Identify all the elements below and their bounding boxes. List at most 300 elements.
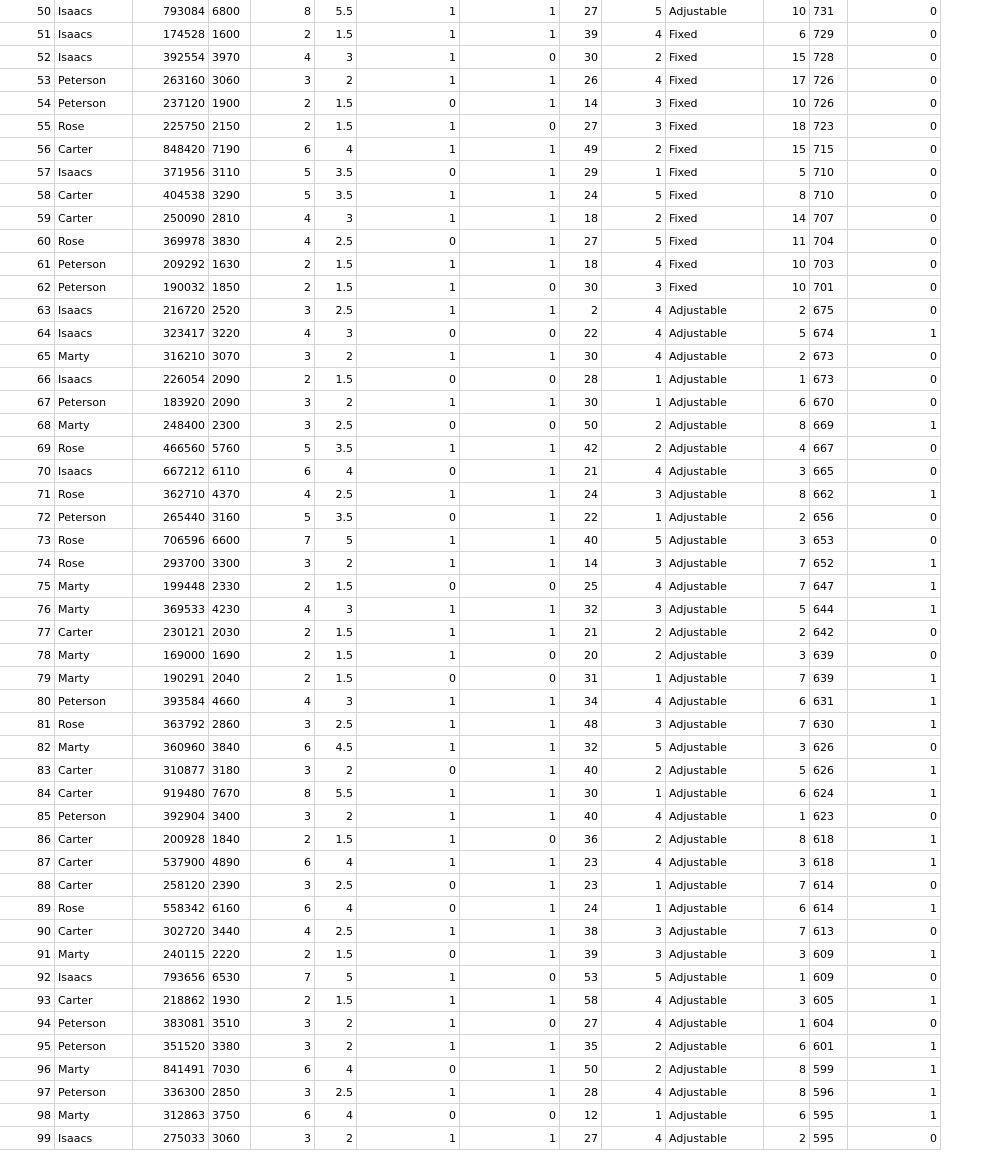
grid-cell[interactable]: Fixed (666, 115, 764, 138)
row-number-cell[interactable]: 65 (0, 345, 55, 368)
grid-cell[interactable]: 4 (251, 230, 315, 253)
grid-cell[interactable]: 3110 (209, 161, 251, 184)
grid-cell[interactable]: 1.5 (315, 253, 357, 276)
grid-cell[interactable]: 30 (560, 345, 602, 368)
grid-cell[interactable]: 2 (251, 92, 315, 115)
grid-cell[interactable]: 0 (848, 644, 941, 667)
grid-cell[interactable]: 1 (357, 23, 460, 46)
grid-cell[interactable]: 3 (602, 598, 666, 621)
grid-cell[interactable]: 1 (357, 782, 460, 805)
grid-cell[interactable]: Adjustable (666, 782, 764, 805)
grid-cell[interactable]: 1 (848, 1058, 941, 1081)
grid-cell[interactable]: 2.5 (315, 299, 357, 322)
grid-cell[interactable]: 2330 (209, 575, 251, 598)
grid-cell[interactable]: 2 (315, 345, 357, 368)
grid-cell[interactable]: 2090 (209, 391, 251, 414)
grid-cell[interactable]: Rose (55, 713, 133, 736)
grid-cell[interactable]: Carter (55, 782, 133, 805)
grid-cell[interactable]: 6 (251, 1104, 315, 1127)
grid-cell[interactable]: 731 (810, 0, 848, 23)
row-number-cell[interactable]: 66 (0, 368, 55, 391)
grid-cell[interactable]: 5 (315, 966, 357, 989)
grid-cell[interactable]: Fixed (666, 161, 764, 184)
grid-cell[interactable]: Marty (55, 943, 133, 966)
grid-cell[interactable]: 1 (460, 1127, 560, 1150)
grid-cell[interactable]: 1 (460, 230, 560, 253)
grid-cell[interactable]: 1.5 (315, 644, 357, 667)
grid-cell[interactable]: 310877 (133, 759, 209, 782)
grid-cell[interactable]: 1 (357, 138, 460, 161)
grid-cell[interactable]: 48 (560, 713, 602, 736)
grid-cell[interactable]: 23 (560, 851, 602, 874)
row-number-cell[interactable]: 58 (0, 184, 55, 207)
grid-cell[interactable]: 2 (602, 207, 666, 230)
grid-cell[interactable]: 626 (810, 736, 848, 759)
grid-cell[interactable]: 4 (251, 920, 315, 943)
grid-cell[interactable]: 618 (810, 828, 848, 851)
row-number-cell[interactable]: 94 (0, 1012, 55, 1035)
grid-cell[interactable]: 1 (764, 966, 810, 989)
grid-cell[interactable]: 626 (810, 759, 848, 782)
grid-cell[interactable]: 6 (251, 851, 315, 874)
grid-cell[interactable]: 2.5 (315, 920, 357, 943)
grid-cell[interactable]: 27 (560, 0, 602, 23)
row-number-cell[interactable]: 51 (0, 23, 55, 46)
grid-cell[interactable]: Fixed (666, 138, 764, 161)
grid-cell[interactable]: Adjustable (666, 1058, 764, 1081)
grid-cell[interactable]: 3 (315, 46, 357, 69)
grid-cell[interactable]: 1 (848, 943, 941, 966)
grid-cell[interactable]: 0 (357, 1104, 460, 1127)
grid-cell[interactable]: Isaacs (55, 322, 133, 345)
grid-cell[interactable]: 4 (602, 805, 666, 828)
grid-cell[interactable]: 3750 (209, 1104, 251, 1127)
grid-cell[interactable]: 275033 (133, 1127, 209, 1150)
grid-cell[interactable]: 2040 (209, 667, 251, 690)
grid-cell[interactable]: Adjustable (666, 483, 764, 506)
grid-cell[interactable]: 0 (848, 46, 941, 69)
grid-cell[interactable]: 595 (810, 1104, 848, 1127)
grid-cell[interactable]: Adjustable (666, 506, 764, 529)
grid-cell[interactable]: Peterson (55, 805, 133, 828)
grid-cell[interactable]: 7 (764, 667, 810, 690)
grid-cell[interactable]: 0 (357, 322, 460, 345)
grid-cell[interactable]: 0 (357, 575, 460, 598)
grid-cell[interactable]: 263160 (133, 69, 209, 92)
grid-cell[interactable]: 0 (460, 966, 560, 989)
grid-cell[interactable]: 3 (764, 989, 810, 1012)
grid-cell[interactable]: 22 (560, 322, 602, 345)
grid-cell[interactable]: 237120 (133, 92, 209, 115)
grid-cell[interactable]: 1 (460, 460, 560, 483)
grid-cell[interactable]: 1 (460, 92, 560, 115)
grid-cell[interactable]: 614 (810, 874, 848, 897)
grid-cell[interactable]: 4 (602, 1081, 666, 1104)
grid-cell[interactable]: 2 (251, 575, 315, 598)
grid-cell[interactable]: 674 (810, 322, 848, 345)
grid-cell[interactable]: 7 (251, 966, 315, 989)
grid-cell[interactable]: 8 (764, 1058, 810, 1081)
grid-cell[interactable]: 0 (848, 437, 941, 460)
grid-cell[interactable]: 4 (251, 690, 315, 713)
grid-cell[interactable]: 706596 (133, 529, 209, 552)
grid-cell[interactable]: 726 (810, 69, 848, 92)
grid-cell[interactable]: 0 (460, 1012, 560, 1035)
grid-cell[interactable]: 1 (460, 138, 560, 161)
grid-cell[interactable]: 3.5 (315, 506, 357, 529)
grid-cell[interactable]: 3 (251, 1081, 315, 1104)
grid-cell[interactable]: 0 (460, 276, 560, 299)
grid-cell[interactable]: 0 (357, 161, 460, 184)
grid-cell[interactable]: Adjustable (666, 943, 764, 966)
grid-cell[interactable]: 2.5 (315, 414, 357, 437)
grid-cell[interactable]: 7030 (209, 1058, 251, 1081)
grid-cell[interactable]: 3 (315, 690, 357, 713)
grid-cell[interactable]: 3 (602, 552, 666, 575)
grid-cell[interactable]: 14 (560, 552, 602, 575)
grid-cell[interactable]: 17 (764, 69, 810, 92)
grid-cell[interactable]: 1 (848, 782, 941, 805)
grid-cell[interactable]: 5 (764, 322, 810, 345)
grid-cell[interactable]: 793656 (133, 966, 209, 989)
grid-cell[interactable]: 0 (848, 1127, 941, 1150)
grid-cell[interactable]: 3 (251, 805, 315, 828)
grid-cell[interactable]: 2 (602, 46, 666, 69)
grid-cell[interactable]: Carter (55, 184, 133, 207)
grid-cell[interactable]: 40 (560, 529, 602, 552)
grid-cell[interactable]: 2 (251, 23, 315, 46)
grid-cell[interactable]: 1 (460, 1035, 560, 1058)
grid-cell[interactable]: 3 (764, 851, 810, 874)
grid-cell[interactable]: 644 (810, 598, 848, 621)
row-number-cell[interactable]: 76 (0, 598, 55, 621)
grid-cell[interactable]: 4 (251, 46, 315, 69)
grid-cell[interactable]: Peterson (55, 1035, 133, 1058)
grid-cell[interactable]: 225750 (133, 115, 209, 138)
grid-cell[interactable]: 630 (810, 713, 848, 736)
grid-cell[interactable]: 1 (357, 184, 460, 207)
grid-cell[interactable]: 604 (810, 1012, 848, 1035)
grid-cell[interactable]: 2390 (209, 874, 251, 897)
grid-cell[interactable]: 20 (560, 644, 602, 667)
row-number-cell[interactable]: 96 (0, 1058, 55, 1081)
grid-cell[interactable]: 1 (357, 46, 460, 69)
grid-cell[interactable]: 6 (764, 1104, 810, 1127)
grid-cell[interactable]: 2 (251, 828, 315, 851)
grid-cell[interactable]: 1 (357, 115, 460, 138)
grid-cell[interactable]: 0 (848, 621, 941, 644)
grid-cell[interactable]: 7 (764, 920, 810, 943)
row-number-cell[interactable]: 52 (0, 46, 55, 69)
grid-cell[interactable]: 2 (764, 1127, 810, 1150)
grid-cell[interactable]: 1 (357, 966, 460, 989)
grid-cell[interactable]: Adjustable (666, 598, 764, 621)
grid-cell[interactable]: 2 (315, 391, 357, 414)
grid-cell[interactable]: 3.5 (315, 161, 357, 184)
grid-cell[interactable]: 6 (764, 1035, 810, 1058)
grid-cell[interactable]: 302720 (133, 920, 209, 943)
grid-cell[interactable]: 2 (315, 1035, 357, 1058)
grid-cell[interactable]: 4 (315, 897, 357, 920)
grid-cell[interactable]: Rose (55, 437, 133, 460)
grid-cell[interactable]: 0 (848, 368, 941, 391)
grid-cell[interactable]: 3 (764, 736, 810, 759)
grid-cell[interactable]: 0 (460, 115, 560, 138)
grid-cell[interactable]: 240115 (133, 943, 209, 966)
grid-cell[interactable]: 3070 (209, 345, 251, 368)
grid-cell[interactable]: Isaacs (55, 966, 133, 989)
grid-cell[interactable]: 1 (357, 644, 460, 667)
row-number-cell[interactable]: 54 (0, 92, 55, 115)
grid-cell[interactable]: Adjustable (666, 391, 764, 414)
grid-cell[interactable]: 40 (560, 805, 602, 828)
grid-cell[interactable]: 2 (251, 621, 315, 644)
grid-cell[interactable]: Carter (55, 207, 133, 230)
grid-cell[interactable]: 1.5 (315, 115, 357, 138)
grid-cell[interactable]: 1.5 (315, 621, 357, 644)
grid-cell[interactable]: 0 (848, 184, 941, 207)
grid-cell[interactable]: 3 (315, 207, 357, 230)
grid-cell[interactable]: 4 (602, 575, 666, 598)
grid-cell[interactable]: 2.5 (315, 874, 357, 897)
row-number-cell[interactable]: 78 (0, 644, 55, 667)
grid-cell[interactable]: Marty (55, 644, 133, 667)
row-number-cell[interactable]: 81 (0, 713, 55, 736)
grid-cell[interactable]: 1930 (209, 989, 251, 1012)
grid-cell[interactable]: 0 (848, 0, 941, 23)
grid-cell[interactable]: 42 (560, 437, 602, 460)
grid-cell[interactable]: 1 (460, 759, 560, 782)
grid-cell[interactable]: 58 (560, 989, 602, 1012)
grid-cell[interactable]: 0 (460, 575, 560, 598)
grid-cell[interactable]: 2220 (209, 943, 251, 966)
grid-cell[interactable]: 1 (602, 874, 666, 897)
grid-cell[interactable]: 0 (460, 322, 560, 345)
grid-cell[interactable]: 0 (848, 161, 941, 184)
row-number-cell[interactable]: 79 (0, 667, 55, 690)
grid-cell[interactable]: 669 (810, 414, 848, 437)
grid-cell[interactable]: 18 (560, 207, 602, 230)
grid-cell[interactable]: 1850 (209, 276, 251, 299)
grid-cell[interactable]: 14 (764, 207, 810, 230)
grid-cell[interactable]: 0 (848, 920, 941, 943)
grid-cell[interactable]: 4 (602, 690, 666, 713)
grid-cell[interactable]: 0 (848, 874, 941, 897)
grid-cell[interactable]: 1 (357, 437, 460, 460)
grid-cell[interactable]: 1 (460, 69, 560, 92)
grid-cell[interactable]: 2 (560, 299, 602, 322)
grid-cell[interactable]: 614 (810, 897, 848, 920)
grid-cell[interactable]: 1 (357, 690, 460, 713)
grid-cell[interactable]: 18 (560, 253, 602, 276)
grid-cell[interactable]: 2 (315, 1012, 357, 1035)
grid-cell[interactable]: Marty (55, 414, 133, 437)
grid-cell[interactable]: 2 (764, 345, 810, 368)
grid-cell[interactable]: 169000 (133, 644, 209, 667)
grid-cell[interactable]: 21 (560, 460, 602, 483)
row-number-cell[interactable]: 72 (0, 506, 55, 529)
grid-cell[interactable]: 642 (810, 621, 848, 644)
grid-cell[interactable]: 1630 (209, 253, 251, 276)
grid-cell[interactable]: 4 (315, 1104, 357, 1127)
grid-cell[interactable]: 2 (764, 621, 810, 644)
grid-cell[interactable]: 5.5 (315, 0, 357, 23)
grid-cell[interactable]: Adjustable (666, 713, 764, 736)
grid-cell[interactable]: 0 (357, 897, 460, 920)
grid-cell[interactable]: 8 (764, 483, 810, 506)
grid-cell[interactable]: 6 (251, 897, 315, 920)
grid-cell[interactable]: 623 (810, 805, 848, 828)
grid-cell[interactable]: Marty (55, 598, 133, 621)
grid-cell[interactable]: 609 (810, 943, 848, 966)
grid-cell[interactable]: 250090 (133, 207, 209, 230)
grid-cell[interactable]: 38 (560, 920, 602, 943)
grid-cell[interactable]: 1 (357, 851, 460, 874)
grid-cell[interactable]: 704 (810, 230, 848, 253)
row-number-cell[interactable]: 87 (0, 851, 55, 874)
grid-cell[interactable]: Carter (55, 874, 133, 897)
grid-cell[interactable]: 4230 (209, 598, 251, 621)
grid-cell[interactable]: 0 (848, 299, 941, 322)
grid-cell[interactable]: 596 (810, 1081, 848, 1104)
grid-cell[interactable]: 2 (602, 138, 666, 161)
grid-cell[interactable]: 1 (460, 851, 560, 874)
grid-cell[interactable]: 1 (602, 161, 666, 184)
grid-cell[interactable]: 2300 (209, 414, 251, 437)
grid-cell[interactable]: 466560 (133, 437, 209, 460)
row-number-cell[interactable]: 70 (0, 460, 55, 483)
grid-cell[interactable]: 2 (602, 414, 666, 437)
grid-cell[interactable]: 27 (560, 1127, 602, 1150)
grid-cell[interactable]: 1 (357, 1012, 460, 1035)
grid-cell[interactable]: 2520 (209, 299, 251, 322)
grid-cell[interactable]: 26 (560, 69, 602, 92)
grid-cell[interactable]: 3.5 (315, 184, 357, 207)
grid-cell[interactable]: 6800 (209, 0, 251, 23)
grid-cell[interactable]: 0 (848, 1012, 941, 1035)
grid-cell[interactable]: 0 (460, 414, 560, 437)
grid-cell[interactable]: Adjustable (666, 828, 764, 851)
grid-cell[interactable]: 2 (602, 621, 666, 644)
grid-cell[interactable]: 3 (251, 299, 315, 322)
grid-cell[interactable]: 3380 (209, 1035, 251, 1058)
grid-cell[interactable]: Carter (55, 851, 133, 874)
row-number-cell[interactable]: 64 (0, 322, 55, 345)
grid-cell[interactable]: 0 (460, 1104, 560, 1127)
grid-cell[interactable]: 32 (560, 598, 602, 621)
grid-cell[interactable]: Peterson (55, 690, 133, 713)
grid-cell[interactable]: 3 (251, 759, 315, 782)
grid-cell[interactable]: 3300 (209, 552, 251, 575)
grid-cell[interactable]: 5 (602, 0, 666, 23)
grid-cell[interactable]: 1 (357, 1127, 460, 1150)
grid-cell[interactable]: Rose (55, 230, 133, 253)
grid-cell[interactable]: 8 (764, 414, 810, 437)
row-number-cell[interactable]: 80 (0, 690, 55, 713)
grid-cell[interactable]: 4 (251, 207, 315, 230)
grid-cell[interactable]: 7 (764, 575, 810, 598)
grid-cell[interactable]: 24 (560, 897, 602, 920)
grid-cell[interactable]: 1 (460, 1081, 560, 1104)
grid-cell[interactable]: 1 (357, 598, 460, 621)
row-number-cell[interactable]: 93 (0, 989, 55, 1012)
grid-cell[interactable]: 3400 (209, 805, 251, 828)
grid-cell[interactable]: 1 (460, 989, 560, 1012)
grid-cell[interactable]: 4 (602, 322, 666, 345)
grid-cell[interactable]: 2 (602, 437, 666, 460)
grid-cell[interactable]: 0 (357, 506, 460, 529)
grid-cell[interactable]: 4 (602, 1127, 666, 1150)
grid-cell[interactable]: 226054 (133, 368, 209, 391)
grid-cell[interactable]: 10 (764, 253, 810, 276)
grid-cell[interactable]: 3060 (209, 69, 251, 92)
grid-cell[interactable]: Adjustable (666, 851, 764, 874)
row-number-cell[interactable]: 63 (0, 299, 55, 322)
row-number-cell[interactable]: 85 (0, 805, 55, 828)
grid-cell[interactable]: 53 (560, 966, 602, 989)
grid-cell[interactable]: 4 (602, 69, 666, 92)
grid-cell[interactable]: 360960 (133, 736, 209, 759)
grid-cell[interactable]: 11 (764, 230, 810, 253)
grid-cell[interactable]: 1 (602, 391, 666, 414)
grid-cell[interactable]: 15 (764, 46, 810, 69)
grid-cell[interactable]: Adjustable (666, 966, 764, 989)
grid-cell[interactable]: 0 (848, 69, 941, 92)
grid-cell[interactable]: Carter (55, 621, 133, 644)
grid-cell[interactable]: 1 (460, 299, 560, 322)
grid-cell[interactable]: 1 (848, 598, 941, 621)
grid-cell[interactable]: 28 (560, 1081, 602, 1104)
grid-cell[interactable]: Carter (55, 759, 133, 782)
grid-cell[interactable]: 12 (560, 1104, 602, 1127)
grid-cell[interactable]: 3 (764, 529, 810, 552)
grid-cell[interactable]: Adjustable (666, 759, 764, 782)
grid-cell[interactable]: 0 (848, 207, 941, 230)
grid-cell[interactable]: 3 (602, 920, 666, 943)
grid-cell[interactable]: 1900 (209, 92, 251, 115)
grid-cell[interactable]: Carter (55, 828, 133, 851)
grid-cell[interactable]: 258120 (133, 874, 209, 897)
grid-cell[interactable]: 3 (251, 1035, 315, 1058)
grid-cell[interactable]: Adjustable (666, 736, 764, 759)
grid-cell[interactable]: 21 (560, 621, 602, 644)
grid-cell[interactable]: 665 (810, 460, 848, 483)
grid-cell[interactable]: 8 (764, 828, 810, 851)
grid-cell[interactable]: 3.5 (315, 437, 357, 460)
grid-cell[interactable]: 0 (357, 414, 460, 437)
grid-cell[interactable]: 703 (810, 253, 848, 276)
grid-cell[interactable]: Isaacs (55, 23, 133, 46)
grid-cell[interactable]: Peterson (55, 69, 133, 92)
grid-cell[interactable]: 190032 (133, 276, 209, 299)
grid-cell[interactable]: 3 (251, 552, 315, 575)
grid-cell[interactable]: 2 (251, 276, 315, 299)
grid-cell[interactable]: 1 (460, 1058, 560, 1081)
grid-cell[interactable]: 1 (460, 391, 560, 414)
grid-cell[interactable]: 5 (764, 759, 810, 782)
grid-cell[interactable]: 363792 (133, 713, 209, 736)
row-number-cell[interactable]: 67 (0, 391, 55, 414)
grid-cell[interactable]: Adjustable (666, 437, 764, 460)
row-number-cell[interactable]: 75 (0, 575, 55, 598)
grid-cell[interactable]: 369533 (133, 598, 209, 621)
grid-cell[interactable]: Isaacs (55, 161, 133, 184)
grid-cell[interactable]: 2860 (209, 713, 251, 736)
grid-cell[interactable]: 3290 (209, 184, 251, 207)
grid-cell[interactable]: 1.5 (315, 828, 357, 851)
grid-cell[interactable]: 3830 (209, 230, 251, 253)
grid-cell[interactable]: 35 (560, 1035, 602, 1058)
